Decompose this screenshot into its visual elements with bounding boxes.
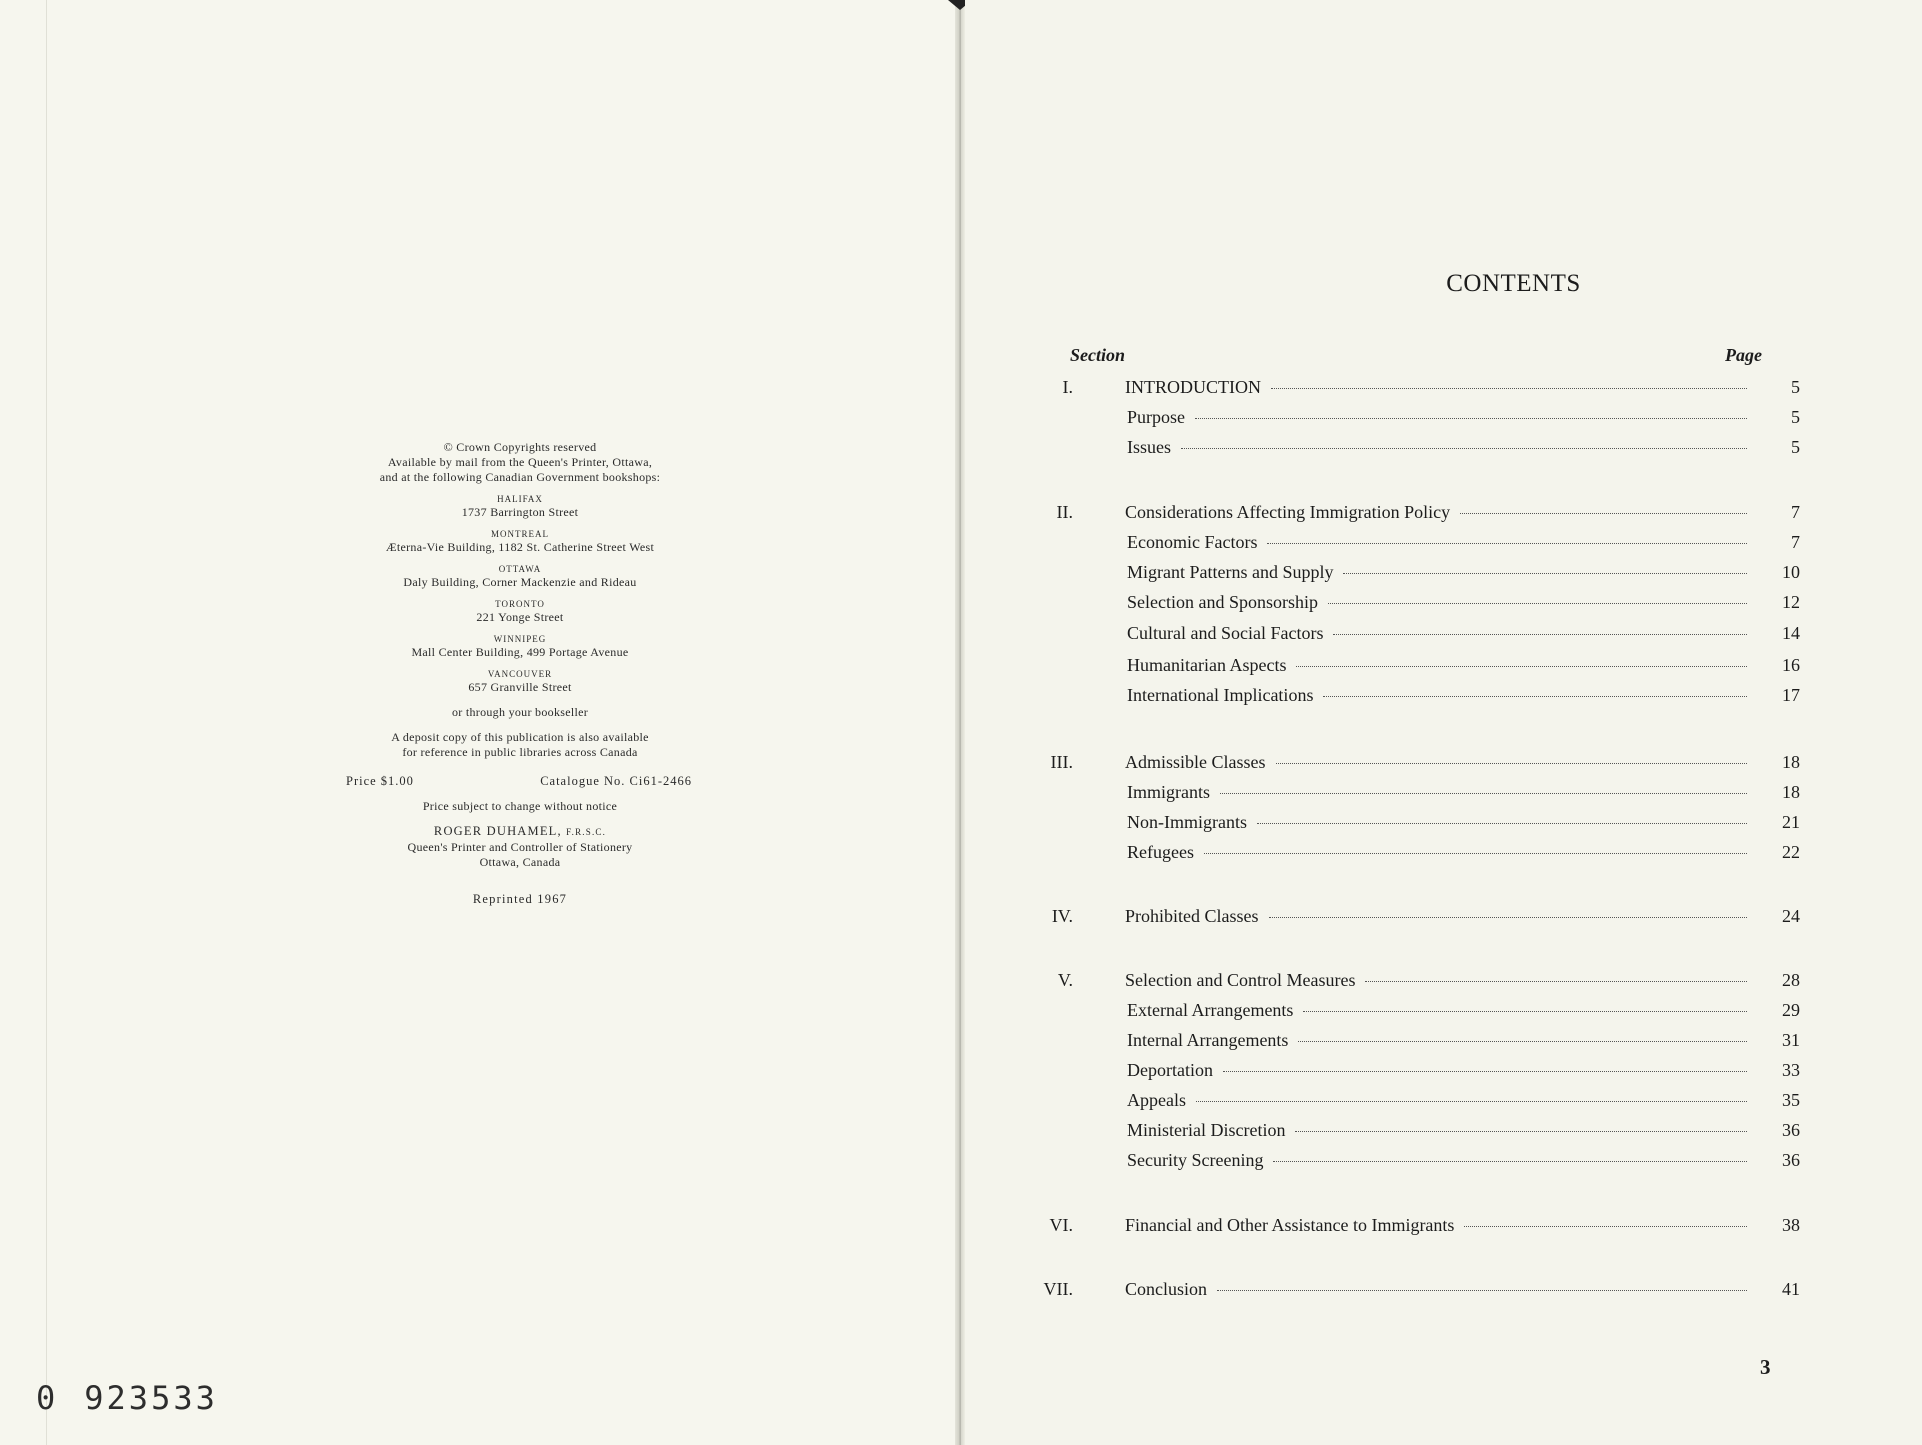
section-title: Financial and Other Assistance to Immigrants xyxy=(1125,1215,1455,1235)
price: Price $1.00 xyxy=(346,774,414,788)
toc-entry xyxy=(1127,407,1747,428)
bookshop-address: Æterna-Vie Building, 1182 St. Catherine Street West xyxy=(385,540,655,554)
page-reference: 38 xyxy=(1782,1215,1800,1235)
availability-line-2: and at the following Canadian Government bookshops: xyxy=(379,470,661,484)
bookshop-city: HALIFAX xyxy=(497,494,543,504)
price-row xyxy=(330,774,710,789)
serial-stamp xyxy=(36,1378,218,1418)
toc-section-row xyxy=(965,502,1922,526)
subsection-title: Purpose xyxy=(1127,407,1185,427)
contents-title: CONTENTS xyxy=(1446,270,1581,297)
subsection-title: Appeals xyxy=(1127,1090,1186,1110)
toc-entry xyxy=(1127,532,1747,553)
dot-leader xyxy=(1195,418,1747,419)
page-reference: 5 xyxy=(1791,407,1800,427)
toc-section-row xyxy=(965,377,1922,401)
dot-leader xyxy=(1204,853,1747,854)
printer-name-line xyxy=(330,824,710,840)
section-numeral: VII. xyxy=(1043,1279,1073,1299)
toc-entry xyxy=(1127,685,1747,706)
subsection-title: Internal Arrangements xyxy=(1127,1030,1289,1050)
page-reference: 41 xyxy=(1782,1279,1800,1299)
section-title: Admissible Classes xyxy=(1125,752,1266,772)
dot-leader xyxy=(1271,388,1747,389)
dot-leader xyxy=(1276,763,1747,764)
toc-entry xyxy=(1127,1120,1747,1141)
subsection-title: Deportation xyxy=(1127,1060,1213,1080)
toc-subsection-row xyxy=(965,407,1922,431)
dot-leader xyxy=(1267,543,1747,544)
toc-subsection-row xyxy=(965,1090,1922,1114)
page-reference: 10 xyxy=(1782,562,1800,582)
subsection-title: Migrant Patterns and Supply xyxy=(1127,562,1334,582)
toc-entry xyxy=(1127,562,1747,583)
page-reference: 17 xyxy=(1782,685,1800,705)
page-reference: 14 xyxy=(1782,623,1800,643)
toc-section-row xyxy=(965,1279,1922,1303)
dot-leader xyxy=(1257,823,1747,824)
bookshop-address: Daly Building, Corner Mackenzie and Rideau xyxy=(403,575,637,589)
dot-leader xyxy=(1298,1041,1747,1042)
toc-section-row xyxy=(965,970,1922,994)
toc-subsection-row xyxy=(965,1030,1922,1054)
toc-entry xyxy=(1127,437,1747,458)
toc-entry xyxy=(1127,842,1747,863)
subsection-title: Economic Factors xyxy=(1127,532,1258,552)
toc-subsection-row xyxy=(965,655,1922,679)
toc-subsection-row xyxy=(965,782,1922,806)
catalogue-number: Catalogue No. Ci61-2466 xyxy=(540,774,692,788)
page-number: 3 xyxy=(1760,1355,1771,1379)
toc-entry xyxy=(1125,970,1747,991)
toc-subsection-row xyxy=(965,623,1922,647)
toc-entry xyxy=(1127,1060,1747,1081)
page-reference: 7 xyxy=(1791,502,1800,522)
serial-number: 923533 xyxy=(84,1379,218,1417)
toc-subsection-row xyxy=(965,562,1922,586)
page-reference: 29 xyxy=(1782,1000,1800,1020)
subsection-title: Humanitarian Aspects xyxy=(1127,655,1287,675)
dot-leader xyxy=(1323,696,1747,697)
page-reference: 36 xyxy=(1782,1120,1800,1140)
toc-subsection-row xyxy=(965,437,1922,461)
page-reference: 5 xyxy=(1791,377,1800,397)
serial-prefix: 0 xyxy=(36,1379,59,1417)
toc-entry xyxy=(1125,1215,1747,1236)
copyright-line: © Crown Copyrights reserved xyxy=(443,440,597,454)
toc-entry xyxy=(1127,1150,1747,1171)
printer-location: Ottawa, Canada xyxy=(479,855,561,869)
dot-leader xyxy=(1464,1226,1747,1227)
price-notice: Price subject to change without notice xyxy=(422,799,618,813)
dot-leader xyxy=(1460,513,1747,514)
page-reference: 36 xyxy=(1782,1150,1800,1170)
bookseller-line: or through your bookseller xyxy=(451,705,589,719)
dot-leader xyxy=(1333,634,1747,635)
bookshop-city: TORONTO xyxy=(495,599,545,609)
section-numeral: VI. xyxy=(1049,1215,1073,1235)
section-title: INTRODUCTION xyxy=(1125,377,1261,397)
page-reference: 7 xyxy=(1791,532,1800,552)
subsection-title: Refugees xyxy=(1127,842,1194,862)
toc-entry xyxy=(1127,623,1747,644)
section-numeral: I. xyxy=(1062,377,1073,397)
dot-leader xyxy=(1343,573,1747,574)
page-reference: 31 xyxy=(1782,1030,1800,1050)
section-numeral: V. xyxy=(1057,970,1073,990)
dot-leader xyxy=(1181,448,1747,449)
section-numeral: III. xyxy=(1050,752,1073,772)
bookshop-city: OTTAWA xyxy=(498,564,542,574)
section-numeral: II. xyxy=(1056,502,1073,522)
page-reference: 24 xyxy=(1782,906,1800,926)
right-page xyxy=(965,0,1922,1445)
dot-leader xyxy=(1303,1011,1747,1012)
toc-section-row xyxy=(965,1215,1922,1239)
subsection-title: Ministerial Discretion xyxy=(1127,1120,1286,1140)
deposit-line-1: A deposit copy of this publication is also available xyxy=(391,730,649,744)
toc-entry xyxy=(1127,592,1747,613)
bookshop-city: WINNIPEG xyxy=(493,634,547,644)
dot-leader xyxy=(1296,666,1747,667)
page-column-header: Page xyxy=(1725,345,1762,365)
section-title: Considerations Affecting Immigration Policy xyxy=(1125,502,1451,522)
dot-leader xyxy=(1220,793,1747,794)
dot-leader xyxy=(1223,1071,1747,1072)
page-reference: 5 xyxy=(1791,437,1800,457)
toc-subsection-row xyxy=(965,842,1922,866)
page-reference: 22 xyxy=(1782,842,1800,862)
subsection-title: Immigrants xyxy=(1127,782,1210,802)
bookshop-address: Mall Center Building, 499 Portage Avenue xyxy=(411,645,629,659)
dot-leader xyxy=(1295,1131,1747,1132)
page-reference: 35 xyxy=(1782,1090,1800,1110)
toc-entry xyxy=(1125,377,1747,398)
page-reference: 21 xyxy=(1782,812,1800,832)
section-title: Prohibited Classes xyxy=(1125,906,1259,926)
subsection-title: Security Screening xyxy=(1127,1150,1264,1170)
toc-entry xyxy=(1127,782,1747,803)
subsection-title: Non-Immigrants xyxy=(1127,812,1247,832)
page-reference: 12 xyxy=(1782,592,1800,612)
toc-subsection-row xyxy=(965,1120,1922,1144)
toc-section-row xyxy=(965,752,1922,776)
subsection-title: Issues xyxy=(1127,437,1171,457)
toc-entry xyxy=(1125,1279,1747,1300)
page-reference: 18 xyxy=(1782,782,1800,802)
toc-entry xyxy=(1127,1000,1747,1021)
dot-leader xyxy=(1328,603,1747,604)
bookshop-address: 1737 Barrington Street xyxy=(461,505,579,519)
bookshop-address: 221 Yonge Street xyxy=(476,610,564,624)
toc-entry xyxy=(1127,1030,1747,1051)
toc-entry xyxy=(1127,1090,1747,1111)
dot-leader xyxy=(1196,1101,1747,1102)
dot-leader xyxy=(1269,917,1748,918)
page-edge-line xyxy=(46,0,47,1445)
toc-subsection-row xyxy=(965,532,1922,556)
toc-subsection-row xyxy=(965,592,1922,616)
page-reference: 33 xyxy=(1782,1060,1800,1080)
deposit-line-2: for reference in public libraries across Canada xyxy=(402,745,638,759)
subsection-title: Cultural and Social Factors xyxy=(1127,623,1324,643)
table-of-contents xyxy=(965,0,1922,1445)
imprint-block xyxy=(330,440,710,907)
printer-title: Queen's Printer and Controller of Stationery xyxy=(407,840,633,854)
section-numeral: IV. xyxy=(1051,906,1073,926)
availability-line-1: Available by mail from the Queen's Printer, Ottawa, xyxy=(387,455,653,469)
toc-entry xyxy=(1127,655,1747,676)
printer-name: ROGER DUHAMEL, xyxy=(433,824,562,838)
section-title: Selection and Control Measures xyxy=(1125,970,1356,990)
toc-subsection-row xyxy=(965,1150,1922,1174)
toc-section-row xyxy=(965,906,1922,930)
section-column-header: Section xyxy=(1070,345,1126,365)
toc-subsection-row xyxy=(965,1000,1922,1024)
book-gutter xyxy=(955,0,965,1445)
bookshop-city: MONTREAL xyxy=(491,529,549,539)
toc-entry xyxy=(1125,752,1747,773)
subsection-title: International Implications xyxy=(1127,685,1314,705)
reprinted-line: Reprinted 1967 xyxy=(472,892,568,906)
toc-entry xyxy=(1125,502,1747,523)
toc-subsection-row xyxy=(965,685,1922,709)
subsection-title: Selection and Sponsorship xyxy=(1127,592,1318,612)
toc-subsection-row xyxy=(965,812,1922,836)
page-reference: 18 xyxy=(1782,752,1800,772)
toc-entry xyxy=(1127,812,1747,833)
toc-subsection-row xyxy=(965,1060,1922,1084)
toc-entry xyxy=(1125,906,1747,927)
bookshop-city: VANCOUVER xyxy=(487,669,553,679)
bookshop-address: 657 Granville Street xyxy=(468,680,572,694)
section-title: Conclusion xyxy=(1125,1279,1208,1299)
printer-suffix: F.R.S.C. xyxy=(566,827,607,837)
subsection-title: External Arrangements xyxy=(1127,1000,1294,1020)
left-page xyxy=(0,0,955,1445)
page-reference: 28 xyxy=(1782,970,1800,990)
dot-leader xyxy=(1273,1161,1747,1162)
dot-leader xyxy=(1217,1290,1747,1291)
page-reference: 16 xyxy=(1782,655,1800,675)
dot-leader xyxy=(1365,981,1747,982)
